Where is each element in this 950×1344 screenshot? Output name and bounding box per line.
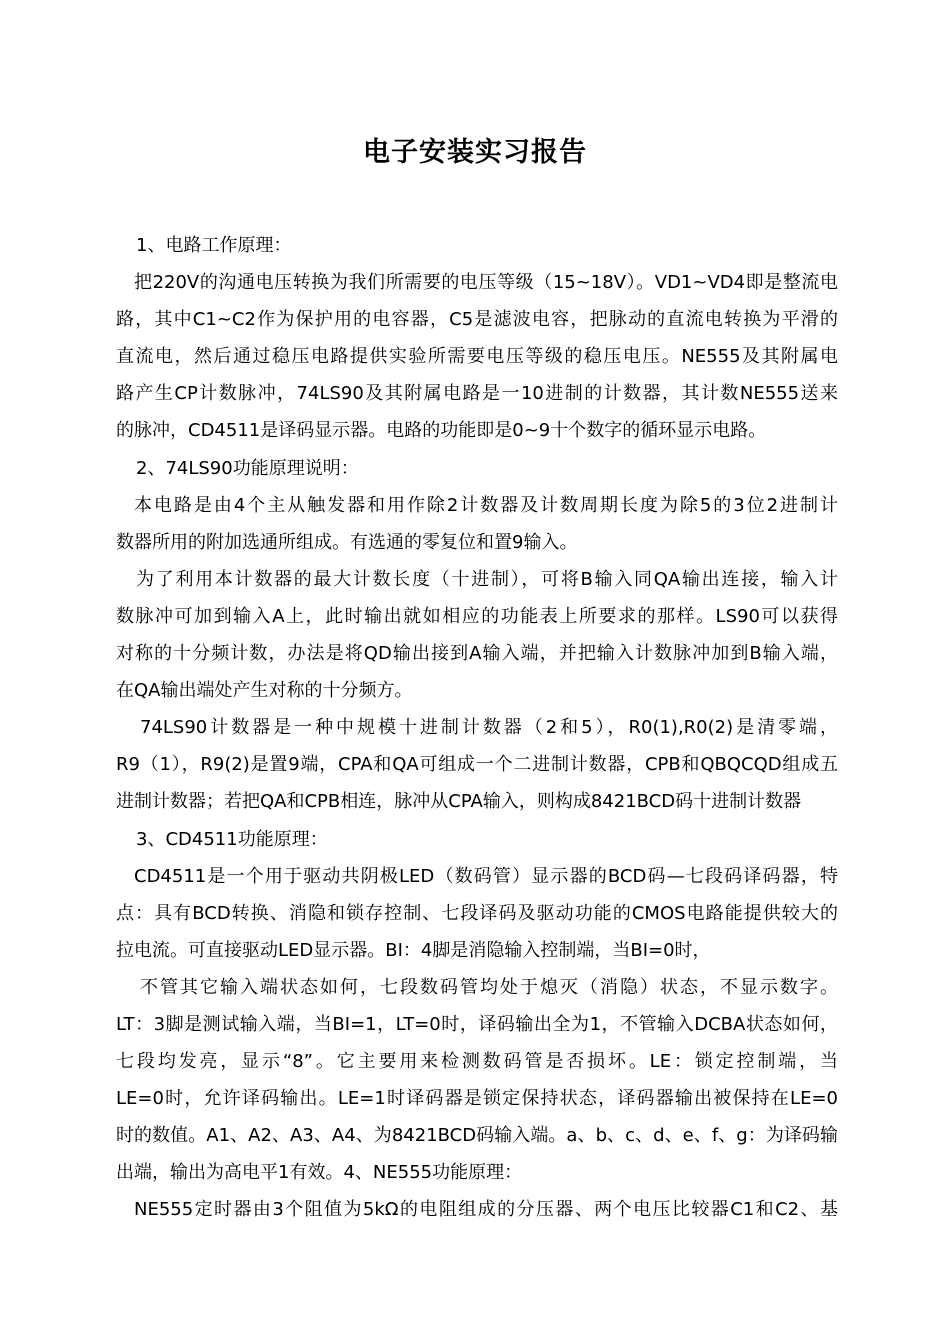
paragraph-line: CD4511是一个用于驱动共阴极LED（数码管）显示器的BCD码—七段码译码器，特	[134, 865, 838, 887]
paragraph-line: 对称的十分频计数，办法是将QD输出接到A输入端，并把输入计数脉冲加到B输入端，	[116, 643, 838, 665]
section-heading-3: 3、CD4511功能原理：	[136, 828, 328, 850]
paragraph-line: 直流电，然后通过稳压电路提供实验所需要电压等级的稳压电压。NE555及其附属电	[116, 346, 838, 368]
document-body	[116, 227, 838, 1229]
paragraph-line: 为了利用本计数器的最大计数长度（十进制），可将B输入同QA输出连接，输入计	[136, 568, 838, 590]
paragraph-line: R9（1），R9(2)是置9端，CPA和QA可组成一个二进制计数器，CPB和QBQCQD组成五	[116, 754, 838, 776]
paragraph-line: 数脉冲可加到输入A上，此时输出就如相应的功能表上所要求的那样。LS90可以获得	[116, 605, 838, 627]
document-title: 电子安装实习报告	[363, 137, 587, 168]
paragraph-line: 74LS90计数器是一种中规模十进制计数器（2和5），R0(1),R0(2)是清零端，	[140, 717, 838, 739]
paragraph-line: 路产生CP计数脉冲，74LS90及其附属电路是一10进制的计数器，其计数NE555送来	[116, 383, 838, 405]
paragraph-line: 点：具有BCD转换、消隐和锁存控制、七段译码及驱动功能的CMOS电路能提供较大的	[116, 902, 838, 924]
paragraph-line: 出端，输出为高电平1有效。4、NE555功能原理：	[116, 1162, 523, 1184]
paragraph-line: 不管其它输入端状态如何，七段数码管均处于熄灭（消隐）状态，不显示数字。	[140, 976, 838, 998]
paragraph-line: 路，其中C1~C2作为保护用的电容器，C5是滤波电容，把脉动的直流电转换为平滑的	[116, 309, 838, 331]
paragraph-line: 拉电流。可直接驱动LED显示器。BI：4脚是消隐输入控制端，当BI=0时，	[116, 939, 711, 961]
section-heading-2: 2、74LS90功能原理说明：	[136, 457, 359, 479]
paragraph-line: 在QA输出端处产生对称的十分频方。	[116, 680, 413, 702]
paragraph-line: 七段均发亮，显示“8”。它主要用来检测数码管是否损坏。LE：锁定控制端，当	[116, 1051, 838, 1073]
paragraph-line: NE555定时器由3个阻值为5kΩ的电阻组成的分压器、两个电压比较器C1和C2、基	[134, 1199, 838, 1221]
paragraph-line: 本电路是由4个主从触发器和用作除2计数器及计数周期长度为除5的3位2进制计	[134, 494, 838, 516]
section-heading-1: 1、电路工作原理：	[136, 235, 292, 256]
paragraph-line: 数器所用的附加选通所组成。有选通的零复位和置9输入。	[116, 531, 578, 553]
paragraph-line: LE=0时，允许译码输出。LE=1时译码器是锁定保持状态，译码器输出被保持在LE=0	[116, 1088, 838, 1110]
paragraph-line: 进制计数器；若把QA和CPB相连，脉冲从CPA输入，则构成8421BCD码十进制计数器	[116, 791, 802, 813]
paragraph-line: 把220V的沟通电压转换为我们所需要的电压等级（15~18V）。VD1~VD4即是整流电	[134, 272, 838, 294]
paragraph-line: 的脉冲，CD4511是译码显示器。电路的功能即是0~9十个数字的循环显示电路。	[116, 420, 767, 442]
paragraph-line: 时的数值。A1、A2、A3、A4、为8421BCD码输入端。a、b、c、d、e、f、g：为译码输	[116, 1125, 838, 1147]
paragraph-line: LT：3脚是测试输入端，当BI=1，LT=0时，译码输出全为1，不管输入DCBA状态如何，	[116, 1013, 838, 1035]
